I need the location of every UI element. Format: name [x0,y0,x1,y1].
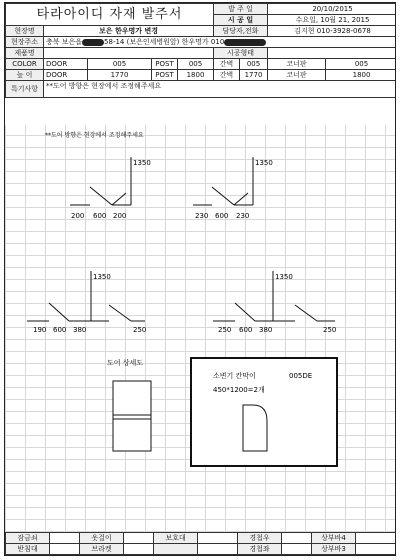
plan-2-dim: 600 [215,212,229,220]
plan-4-dim: 250 [323,326,337,334]
plan-2-dim: 230 [236,212,250,220]
special-label: 특기사항 [6,81,44,98]
plan-3 [27,271,145,321]
plan-2-height: 1350 [255,159,273,167]
plan-2 [193,157,253,205]
site-name: 보은 한우명가 변경 [44,26,214,37]
plan-4-dim: 250 [218,326,232,334]
footer-section [5,532,395,555]
order-date: 20/10/2015 [268,4,396,15]
plan-3-dim: 250 [133,326,147,334]
site-address [44,37,397,48]
spec-row-color: COLOR DOOR 005 POST 005 간벽 005 코너판 005 [6,59,397,70]
plan-3-dim: 190 [33,326,47,334]
address-part-b: 58-14 (보은인세병원앞) 한우명가 010 [104,38,225,46]
plan-1 [70,157,131,205]
redaction-mark [224,39,266,46]
plan-4-height: 1350 [275,273,293,281]
contact-info: 김지현 010-3928-0678 [268,26,396,37]
contact-label: 담당자,전화 [214,26,268,37]
plan-1-dim: 200 [71,212,85,220]
footer-row: 잠금쇠 옷걸이 보호대 경첩우 상부바4 [6,533,396,544]
install-date: 수요일, 10월 21, 2015 [268,15,396,26]
box-title: 소변기 칸막이 [213,372,256,380]
box-size: 450*1200=2개 [213,386,265,394]
site-name-label: 현장명 [6,26,44,37]
plan-drawing [5,125,396,535]
plan-3-dim: 600 [53,326,67,334]
header-section [5,3,395,125]
plan-4 [213,271,335,321]
plan-4-dim: 380 [259,326,273,334]
plan-2-dim: 230 [195,212,209,220]
plan-3-height: 1350 [93,273,111,281]
spec-row-height: 높 이 DOOR 1770 POST 1800 간벽 1770 코너판 1800 [6,70,397,81]
product-label: 제품명 [6,48,44,59]
plan-1-height: 1350 [133,159,151,167]
address-part-a: 충북 보은읍 [46,38,83,46]
plan-3-dim: 380 [73,326,87,334]
footer-row: 받침대 브라켓 경첩좌 상부바3 [6,544,396,555]
install-type-value [268,48,396,59]
address-label: 현장주소 [6,37,44,48]
order-date-label: 발 주 일 [214,4,268,15]
redaction-mark [82,39,104,46]
install-date-label: 시 공 일 [214,15,268,26]
box-code: 005DE [289,372,313,380]
door-detail-figure [113,381,151,451]
footer-table [5,532,396,555]
plan-1-dim: 600 [93,212,107,220]
plan-4-dim: 600 [239,326,253,334]
install-type-label: 시공형태 [214,48,268,59]
order-sheet [4,2,396,556]
special-text: **도어 방향은 현장에서 조정해주세요 [44,81,397,98]
drawing-note: **도어 방향은 현장에서 조정해주세요 [45,132,144,139]
header-table [5,3,396,98]
plan-1-dim: 200 [113,212,127,220]
product-value [44,48,214,59]
door-detail-label: 도어 상세도 [107,359,144,367]
document-title: 타라아이디 자재 발주서 [6,4,214,26]
